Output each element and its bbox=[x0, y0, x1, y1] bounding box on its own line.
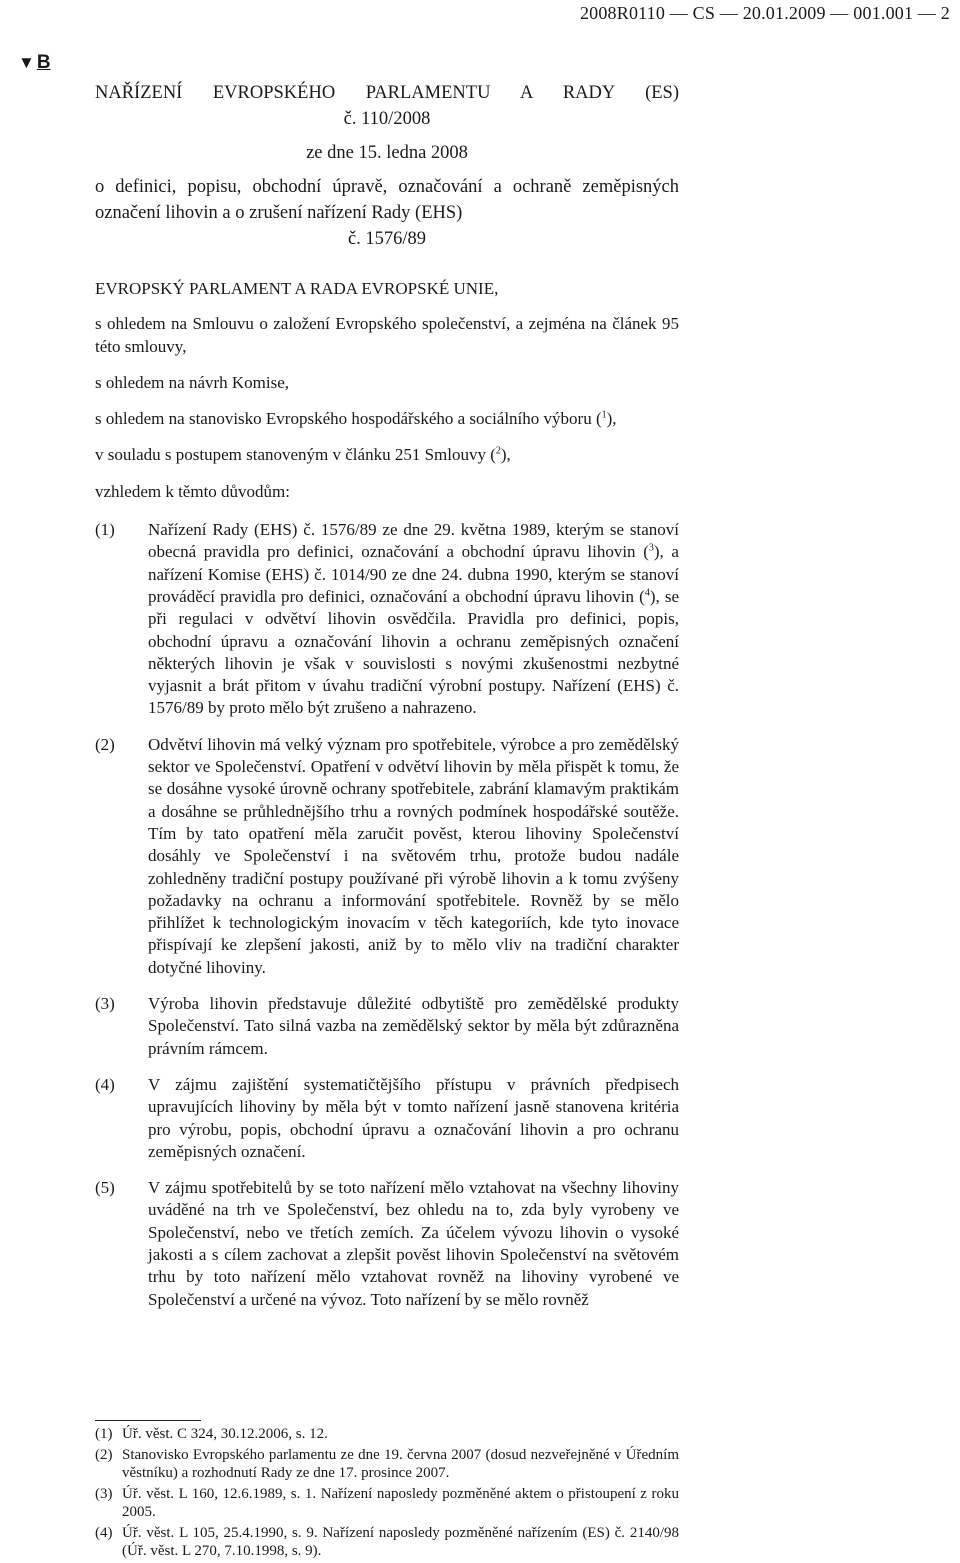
recital-text: Výroba lihovin představuje důležité odbytiště pro zemědělské produkty Společenství. Tato silná vazba na zemědělský sektor by měla být zdůrazněna právním rámcem. bbox=[148, 994, 679, 1058]
citation-treaty: s ohledem na Smlouvu o založení Evropského společenství, a zejména na článek 95 této smlouvy, bbox=[95, 314, 679, 356]
footnote-item bbox=[95, 1446, 679, 1483]
recital-text: Odvětví lihovin má velký význam pro spotřebitele, výrobce a pro zemědělský sektor ve Společenství. Opatření v odvětví lihovin by měla přispět k tomu, že se dosáhne vysoké úrovně ochrany spotřebitele, zabrání klamavým praktikám a dosáhne se průhlednějšího trhu a rovných podmínek hospodářské soutěže. Tím by tato opatření měla zaručit pověst, kterou lihoviny Společenství dosáhly ve Společenství i na světovém trhu, protože budou nadále zohledněny tradiční postupy používané při výrobě lihovin a k tomu zvýšeny požadavky na ochranu a informování spotřebitele. Rovněž by se mělo přihlížet k technologickým inovacím v těch kategoriích, kde tyto inovace přispívají ke zlepšení jakosti, aniž by to mělo vliv na tradiční charakter dotyčné lihoviny. bbox=[148, 734, 679, 977]
footnote-item bbox=[95, 1425, 679, 1444]
triangle-down-icon: ▼ bbox=[18, 53, 35, 72]
footnote-ref[interactable]: 2 bbox=[495, 445, 501, 457]
recital-item bbox=[95, 519, 679, 720]
recital-text: V zájmu zajištění systematičtějšího přístupu v právních předpisech upravujících lihoviny by měla být v tomto nařízení jasně stanovena kritéria pro výrobu, popis, obchodní úpravu a označování lihovin a pro ochranu zeměpisných označení. bbox=[148, 1074, 679, 1161]
footnote-divider bbox=[95, 1420, 201, 1421]
footnote-text: Úř. věst. L 160, 12.6.1989, s. 1. Nařízení naposledy pozměněné aktem o přistoupení z roku 2005. bbox=[122, 1485, 679, 1520]
recital-item bbox=[95, 993, 679, 1060]
recital-text: V zájmu spotřebitelů by se toto nařízení mělo vztahovat na všechny lihoviny uváděné na trh ve Společenství, bez ohledu na to, zda byly vyrobeny ve Společenství, nebo ve třetích zemích. Za účelem vývozu lihovin o vysoké jakosti a s cílem zachovat a zlepšit pověst lihovin Společenství na světovém trhu by toto nařízení mělo vztahovat rovněž na lihoviny vyrobené ve Společenství a určené na vývoz. Toto nařízení by se mělo rovněž bbox=[148, 1178, 679, 1309]
recital-number: (5) bbox=[95, 1178, 115, 1198]
title-line-2: č. 110/2008 bbox=[343, 109, 431, 129]
title-subject-end: č. 1576/89 bbox=[347, 229, 427, 249]
footnote-text: Úř. věst. L 105, 25.4.1990, s. 9. Nařízení naposledy pozměněné nařízením (ES) č. 2140/98 (Úř. věst. L 270, 7.10.1998, s. 9). bbox=[122, 1524, 679, 1559]
citation-committee: s ohledem na stanovisko Evropského hospodářského a sociálního výboru ($^1$), bbox=[95, 409, 617, 429]
document-reference-header: 2008R0110 — CS — 20.01.2009 — 001.001 — 2 bbox=[579, 3, 950, 23]
footnote-ref[interactable]: 4 bbox=[644, 587, 650, 599]
footnote-item bbox=[95, 1485, 679, 1522]
recitals-list bbox=[95, 519, 679, 1311]
recitals-intro: vzhledem k těmto důvodům: bbox=[95, 481, 290, 501]
recital-item bbox=[95, 1177, 679, 1311]
title-subject: o definici, popisu, obchodní úpravě, označování a ochraně zeměpisných označení lihovin a o zrušení nařízení Rady (EHS) bbox=[95, 177, 679, 223]
footnote-number: (2) bbox=[95, 1446, 113, 1463]
footnote-number: (1) bbox=[95, 1426, 113, 1442]
document-body bbox=[95, 80, 679, 1325]
title-line-1: NAŘÍZENÍ EVROPSKÉHO PARLAMENTU A RADY (ES) bbox=[95, 83, 679, 103]
marker-letter: B bbox=[36, 52, 51, 73]
title-date: ze dne 15. ledna 2008 bbox=[306, 143, 468, 163]
footnote-number: (4) bbox=[95, 1524, 113, 1541]
footnotes bbox=[95, 1420, 679, 1563]
footnote-number: (3) bbox=[95, 1485, 113, 1502]
recital-number: (4) bbox=[95, 1074, 115, 1094]
recital-item bbox=[95, 734, 679, 979]
footnote-text: Úř. věst. C 324, 30.12.2006, s. 12. bbox=[122, 1426, 328, 1442]
regulation-title bbox=[95, 80, 679, 252]
footnote-item bbox=[95, 1524, 679, 1561]
citation-procedure: v souladu s postupem stanoveným v článku 251 Smlouvy ($^2$), bbox=[95, 445, 511, 465]
recital-number: (3) bbox=[95, 994, 115, 1014]
enacting-parties: EVROPSKÝ PARLAMENT A RADA EVROPSKÉ UNIE, bbox=[95, 279, 499, 298]
footnote-ref[interactable]: 3 bbox=[648, 542, 654, 554]
footnote-ref[interactable]: 1 bbox=[601, 409, 607, 421]
citation-proposal: s ohledem na návrh Komise, bbox=[95, 372, 290, 392]
recital-number: (1) bbox=[95, 520, 115, 540]
amendment-marker bbox=[18, 52, 51, 74]
recital-number: (2) bbox=[95, 734, 115, 754]
recital-item bbox=[95, 1074, 679, 1163]
recital-text: Nařízení Rady (EHS) č. 1576/89 ze dne 29. května 1989, kterým se stanoví obecná pravidla pro definici, označování a obchodní úpravu lihovin ($^3$), a nařízení Komise (EHS) č. 1014/90 ze dne 24. dubna 1990, kterým se stanoví prováděcí pravidla pro definici, označování a obchodní úpravu lihovin ($^4$), se při regulaci v odvětví lihovin osvědčila. Pravidla pro definici, popis, obchodní úpravu a označování lihovin a ochranu zeměpisných označení některých lihovin je však v souvislosti s novými zkušenostmi nezbytné vyjasnit a brát přitom v úvahu tradiční výrobní postupy. Nařízení (EHS) č. 1576/89 by proto mělo být zrušeno a nahrazeno. bbox=[148, 520, 679, 718]
footnote-text: Stanovisko Evropského parlamentu ze dne 19. června 2007 (dosud nezveřejněné v Úředním věstníku) a rozhodnutí Rady ze dne 17. prosince 2007. bbox=[122, 1446, 679, 1481]
